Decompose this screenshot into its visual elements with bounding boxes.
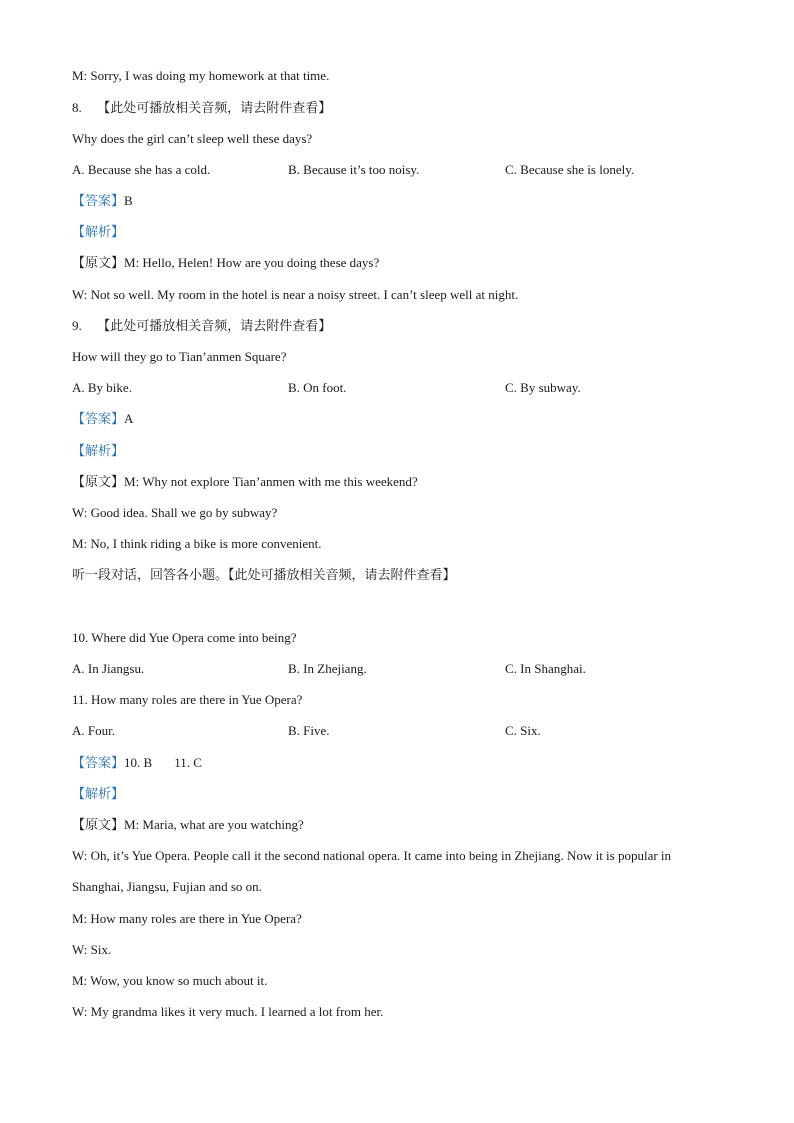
original-text-line <box>72 254 379 273</box>
option-b: B. In Zhejiang. <box>288 661 367 676</box>
dialogue-line: M: Wow, you know so much about it. <box>72 973 268 988</box>
option-c: C. In Shanghai. <box>505 661 586 676</box>
answer-tag: 【答案】 <box>72 756 125 771</box>
section-intro: 听一段对话，回答各小题。【此处可播放相关音频，请去附件查看】 <box>72 568 456 583</box>
original-tag: 【原文】 <box>72 818 125 833</box>
original-tag: 【原文】 <box>72 256 125 271</box>
option-a: A. By bike. <box>72 380 132 395</box>
original-text: M: Maria, what are you watching? <box>124 817 304 832</box>
option-c: C. Because she is lonely. <box>505 162 635 177</box>
option-b: B. Because it’s too noisy. <box>288 162 420 177</box>
question-number: 8. <box>72 100 82 115</box>
analysis-tag: 【解析】 <box>72 225 125 240</box>
analysis-line <box>72 442 124 461</box>
answer-line <box>72 410 133 429</box>
question-11-text: 11. How many roles are there in Yue Opera? <box>72 692 303 707</box>
audio-note: 【此处可播放相关音频，请去附件查看】 <box>97 101 332 116</box>
question-8-text: Why does the girl can’t sleep well these days? <box>72 131 313 146</box>
dialogue-line: Shanghai, Jiangsu, Fujian and so on. <box>72 879 262 894</box>
dialogue-line: M: How many roles are there in Yue Opera? <box>72 911 302 926</box>
dialogue-line: W: Good idea. Shall we go by subway? <box>72 505 278 520</box>
question-9-text: How will they go to Tian’anmen Square? <box>72 349 287 364</box>
dialogue-line: M: No, I think riding a bike is more convenient. <box>72 536 322 551</box>
analysis-line <box>72 785 124 804</box>
question-8-header <box>72 99 331 118</box>
answer-line <box>72 192 133 211</box>
answer-tag: 【答案】 <box>72 194 125 209</box>
original-tag: 【原文】 <box>72 475 125 490</box>
option-b: B. On foot. <box>288 380 347 395</box>
question-number: 9. <box>72 318 82 333</box>
option-a: A. Four. <box>72 723 115 738</box>
answer-value: B <box>124 193 133 208</box>
dialogue-line: W: Not so well. My room in the hotel is near a noisy street. I can’t sleep well at night. <box>72 287 519 302</box>
dialogue-line: W: Six. <box>72 942 112 957</box>
option-c: C. Six. <box>505 723 541 738</box>
answer-value: A <box>124 411 134 426</box>
answer-tag: 【答案】 <box>72 412 125 427</box>
audio-note: 【此处可播放相关音频，请去附件查看】 <box>97 319 332 334</box>
option-a: A. Because she has a cold. <box>72 162 211 177</box>
answer-value: 10. B <box>124 755 153 770</box>
original-text-line <box>72 473 418 492</box>
option-c: C. By subway. <box>505 380 581 395</box>
question-10-text: 10. Where did Yue Opera come into being? <box>72 630 297 645</box>
option-b: B. Five. <box>288 723 330 738</box>
answer-line <box>72 754 202 773</box>
dialogue-line: W: Oh, it’s Yue Opera. People call it the second national opera. It came into being in Zhejiang. Now it is popular in <box>72 848 672 863</box>
analysis-tag: 【解析】 <box>72 787 125 802</box>
answer-value: 11. C <box>174 755 202 770</box>
original-text: M: Hello, Helen! How are you doing these days? <box>124 255 380 270</box>
option-a: A. In Jiangsu. <box>72 661 145 676</box>
question-9-header <box>72 317 331 336</box>
original-text-line <box>72 816 304 835</box>
dialogue-line: W: My grandma likes it very much. I learned a lot from her. <box>72 1004 384 1019</box>
analysis-line <box>72 223 124 242</box>
analysis-tag: 【解析】 <box>72 444 125 459</box>
original-text: M: Why not explore Tian’anmen with me this weekend? <box>124 474 418 489</box>
dialogue-line: M: Sorry, I was doing my homework at that time. <box>72 68 330 83</box>
